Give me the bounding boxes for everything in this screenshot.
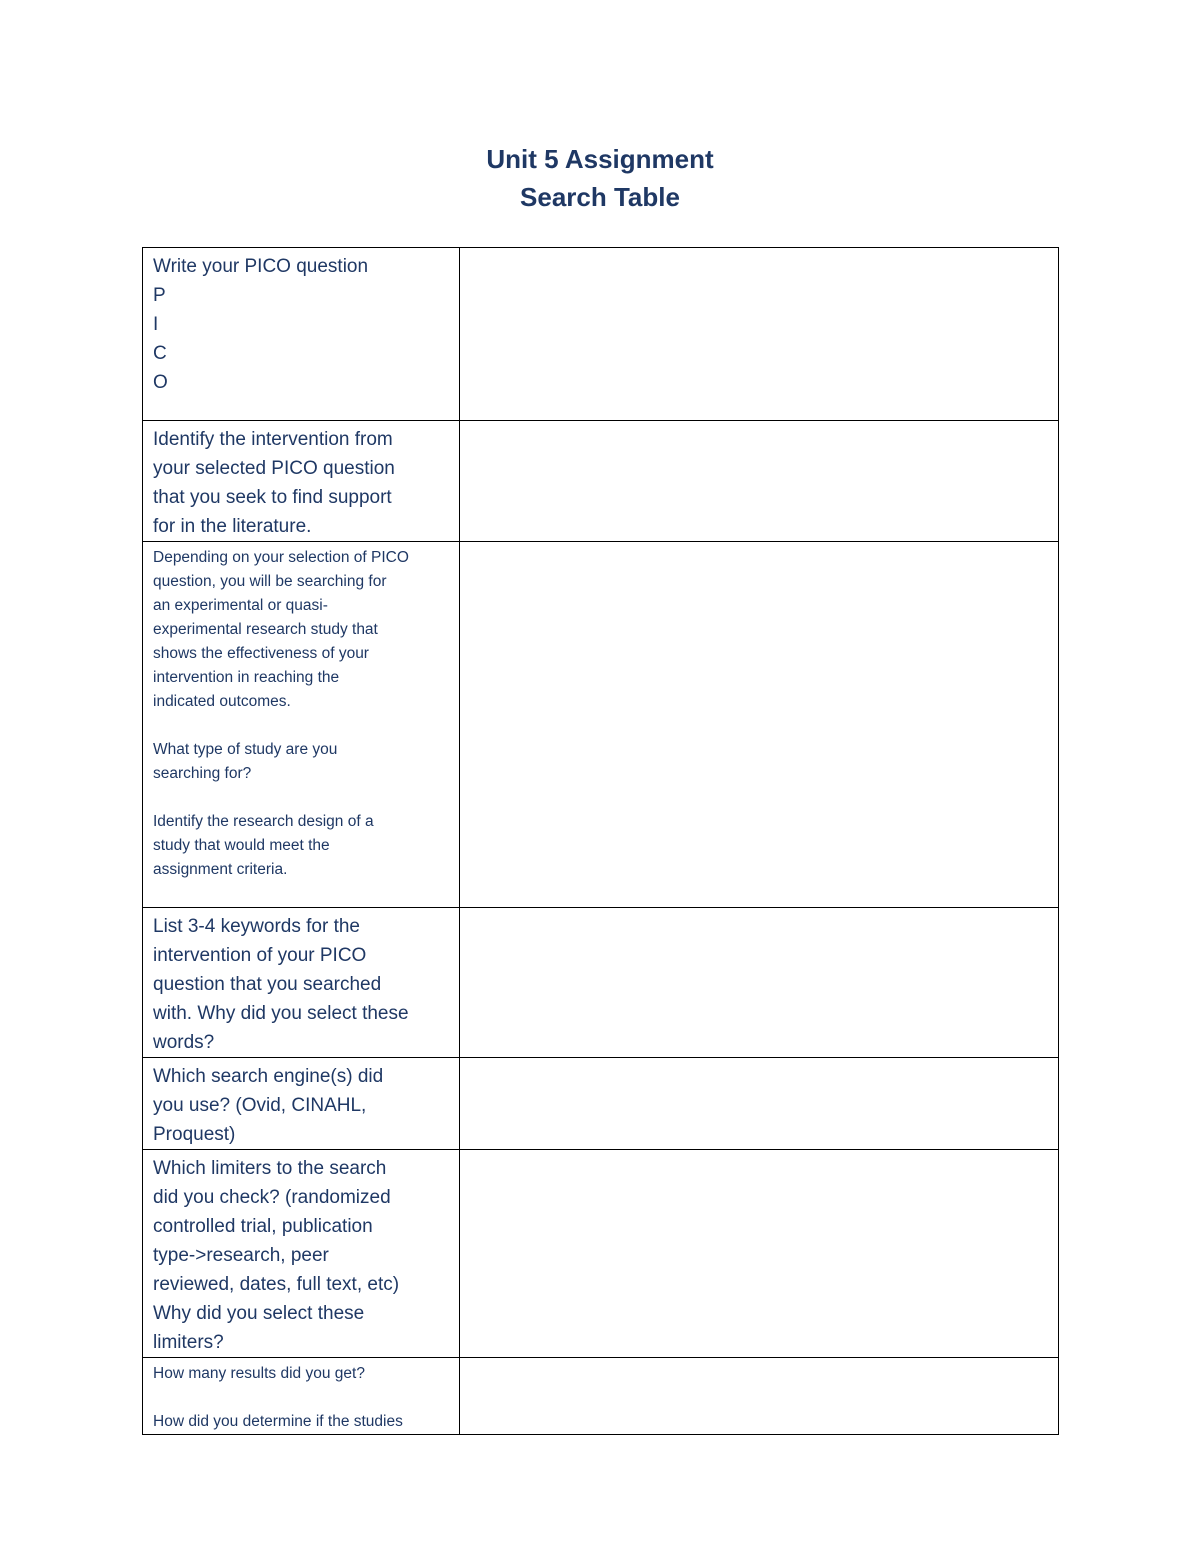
prompt-line: Proquest) <box>153 1124 236 1145</box>
prompt-line: indicated outcomes. <box>153 693 291 710</box>
search-table <box>142 247 1059 1435</box>
prompt-line: Identify the intervention from <box>153 429 393 450</box>
prompt-cell-search-engines <box>143 1058 460 1150</box>
table-row <box>143 1058 1059 1150</box>
prompt-line: intervention of your PICO <box>153 945 367 966</box>
prompt-line: How did you determine if the studies <box>153 1413 403 1430</box>
prompt-line: type->research, peer <box>153 1245 329 1266</box>
prompt-line: searching for? <box>153 765 252 782</box>
prompt-line: List 3-4 keywords for the <box>153 916 360 937</box>
prompt-cell-pico <box>143 248 460 421</box>
prompt-line: words? <box>153 1032 215 1053</box>
prompt-line: you use? (Ovid, CINAHL, <box>153 1095 367 1116</box>
table-row <box>143 542 1059 908</box>
prompt-line: your selected PICO question <box>153 458 395 479</box>
prompt-line: question, you will be searching for <box>153 573 387 590</box>
paragraph-gap <box>153 1386 449 1410</box>
prompt-line: an experimental or quasi- <box>153 597 328 614</box>
prompt-line: Which search engine(s) did <box>153 1066 384 1087</box>
prompt-line: limiters? <box>153 1332 224 1353</box>
prompt-line: assignment criteria. <box>153 861 288 878</box>
prompt-cell-limiters <box>143 1150 460 1358</box>
table-row <box>143 1358 1059 1435</box>
prompt-line: Which limiters to the search <box>153 1158 387 1179</box>
prompt-line: Identify the research design of a <box>153 813 374 830</box>
prompt-line: What type of study are you <box>153 741 338 758</box>
answer-cell-keywords[interactable] <box>460 908 1059 1058</box>
prompt-cell-study-type <box>143 542 460 908</box>
prompt-line: with. Why did you select these <box>153 1003 409 1024</box>
prompt-line: for in the literature. <box>153 516 312 537</box>
page-title <box>0 140 1200 216</box>
title-line-1: Unit 5 Assignment <box>486 144 714 174</box>
prompt-line: Depending on your selection of PICO <box>153 549 409 566</box>
prompt-line: that you seek to find support <box>153 487 392 508</box>
prompt-line: How many results did you get? <box>153 1365 365 1382</box>
answer-cell-results[interactable] <box>460 1358 1059 1435</box>
table-row <box>143 248 1059 421</box>
prompt-line: O <box>153 372 168 393</box>
prompt-line: controlled trial, publication <box>153 1216 373 1237</box>
answer-cell-search-engines[interactable] <box>460 1058 1059 1150</box>
prompt-line: experimental research study that <box>153 621 378 638</box>
title-line-2: Search Table <box>520 182 680 212</box>
prompt-line: intervention in reaching the <box>153 669 340 686</box>
prompt-line: reviewed, dates, full text, etc) <box>153 1274 400 1295</box>
answer-cell-study-type[interactable] <box>460 542 1059 908</box>
prompt-line: study that would meet the <box>153 837 330 854</box>
table-row <box>143 1150 1059 1358</box>
prompt-line: did you check? (randomized <box>153 1187 391 1208</box>
prompt-cell-keywords <box>143 908 460 1058</box>
prompt-line: I <box>153 314 159 335</box>
prompt-line: Why did you select these <box>153 1303 365 1324</box>
table-row <box>143 421 1059 542</box>
prompt-line: Write your PICO question <box>153 256 369 277</box>
answer-cell-intervention[interactable] <box>460 421 1059 542</box>
prompt-line: shows the effectiveness of your <box>153 645 369 662</box>
paragraph-gap <box>153 786 449 810</box>
prompt-line: P <box>153 285 166 306</box>
paragraph-gap <box>153 714 449 738</box>
answer-cell-limiters[interactable] <box>460 1150 1059 1358</box>
prompt-line: C <box>153 343 167 364</box>
prompt-line: question that you searched <box>153 974 382 995</box>
answer-cell-pico[interactable] <box>460 248 1059 421</box>
prompt-cell-results <box>143 1358 460 1435</box>
prompt-cell-intervention <box>143 421 460 542</box>
table-row <box>143 908 1059 1058</box>
